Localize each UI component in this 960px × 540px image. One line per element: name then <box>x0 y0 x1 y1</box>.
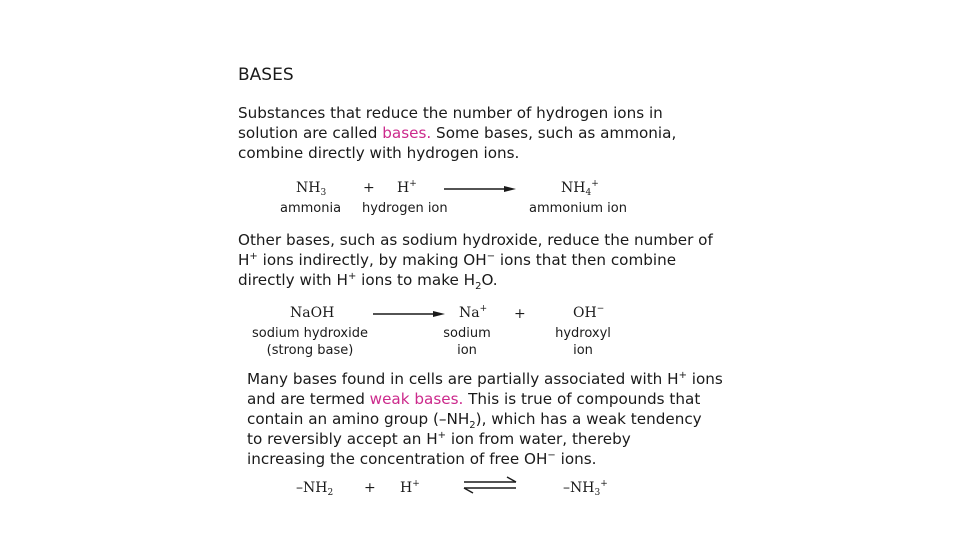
label-hydroxyl-ion: hydroxyl ion <box>555 326 611 358</box>
term-bases: bases. <box>382 124 432 142</box>
formula-hydrogen-ion: H+ <box>400 479 420 496</box>
paragraph-bases-intro <box>238 103 676 163</box>
text-line: solution are called bases. Some bases, such as ammonia, <box>238 124 677 142</box>
text-line: Other bases, such as sodium hydroxide, reduce the number of <box>238 231 713 249</box>
label-sodium-ion: sodium ion <box>443 326 491 358</box>
text-line: H+ ions indirectly, by making OH− ions that then combine <box>238 251 677 269</box>
label-ammonium-ion: ammonium ion <box>529 201 627 216</box>
plus-sign: + <box>364 480 376 496</box>
text-line: Substances that reduce the number of hydrogen ions in <box>238 104 663 122</box>
formula-sodium-hydroxide: NaOH <box>290 305 335 321</box>
text-line: contain an amino group $(-NH_2)$, which has a weak tendency <box>247 410 702 431</box>
paragraph-indirect-bases <box>238 230 713 290</box>
formula-hydrogen-ion: H+ <box>397 179 417 196</box>
term-weak-bases: weak bases. <box>369 390 464 408</box>
text-line: combine directly with hydrogen ions. <box>238 144 520 162</box>
label-hydrogen-ion: hydrogen ion <box>362 201 448 216</box>
formula-sodium-ion: Na+ <box>459 304 488 321</box>
label-sodium-hydroxide: sodium hydroxide (strong base) <box>252 326 368 358</box>
reaction-arrow-icon <box>444 185 516 193</box>
equilibrium-arrow-icon <box>462 476 518 494</box>
text-line: and are termed weak bases. This is true of compounds that <box>247 390 701 408</box>
formula-hydroxyl-ion: OH− <box>573 304 605 321</box>
label-ammonia: ammonia <box>280 201 342 216</box>
text-line: Many bases found in cells are partially associated with H+ ions <box>247 370 723 388</box>
reaction-arrow-icon <box>373 310 445 318</box>
text-line: directly with H+ ions to make $H_2O$. <box>238 271 498 292</box>
formula-ammonia: $NH_3$ <box>296 180 327 198</box>
formula-amino-group: $-NH_2$ <box>296 480 334 498</box>
heading-title: BASES <box>238 65 294 85</box>
text-line: to reversibly accept an H+ ion from water, thereby <box>247 430 631 448</box>
formula-ammonium-group: $-NH_3^+$ <box>563 479 608 498</box>
paragraph-weak-bases <box>247 369 723 469</box>
text-line: increasing the concentration of free OH− ions. <box>247 450 597 468</box>
formula-ammonium-ion: $NH_4^+$ <box>561 179 599 198</box>
plus-sign: + <box>363 180 375 196</box>
plus-sign: + <box>514 306 526 322</box>
